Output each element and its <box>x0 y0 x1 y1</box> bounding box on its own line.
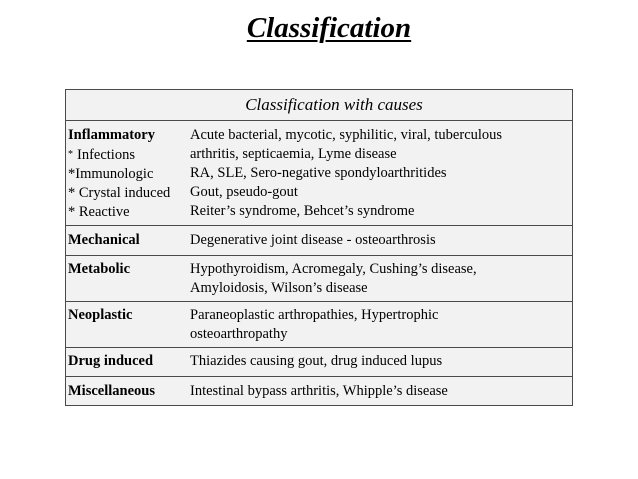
cause-line: Thiazides causing gout, drug induced lupus <box>190 353 443 369</box>
subcategory-reactive: * Reactive <box>68 204 130 220</box>
subcategory-immunologic: *Immunologic <box>68 166 154 182</box>
category-label: Drug induced <box>68 353 154 369</box>
cause-line: Reiter’s syndrome, Behcet’s syndrome <box>190 203 415 219</box>
category-cell <box>66 126 190 222</box>
cause-line: Intestinal bypass arthritis, Whipple’s disease <box>190 383 448 399</box>
category-cell <box>66 306 190 344</box>
category-cell <box>66 231 190 250</box>
cause-line: arthritis, septicaemia, Lyme disease <box>190 146 397 162</box>
cause-line: Paraneoplastic arthropathies, Hypertrophic <box>190 307 439 323</box>
causes-cell <box>190 126 572 222</box>
subcategory-crystal-induced: * Crystal induced <box>68 185 171 201</box>
causes-cell <box>190 306 572 344</box>
bullet-star: * <box>68 149 73 160</box>
classification-table <box>65 89 573 406</box>
category-label: Miscellaneous <box>68 383 155 399</box>
table-row-drug-induced <box>66 348 572 377</box>
causes-cell <box>190 382 572 401</box>
causes-cell <box>190 260 572 298</box>
slide-title: Classification <box>246 12 412 44</box>
category-label: Inflammatory <box>68 127 155 143</box>
cause-line: osteoarthropathy <box>190 326 288 342</box>
table-row-miscellaneous <box>66 377 572 405</box>
table-row-inflammatory <box>66 121 572 226</box>
cause-line: Gout, pseudo-gout <box>190 184 298 200</box>
causes-cell <box>190 352 572 371</box>
table-row-metabolic <box>66 256 572 302</box>
category-cell <box>66 260 190 298</box>
table-row-neoplastic <box>66 302 572 348</box>
category-cell <box>66 352 190 371</box>
subcategory-label: Infections <box>77 147 135 163</box>
cause-line: Degenerative joint disease - osteoarthrosis <box>190 232 436 248</box>
table-caption: Classification with causes <box>66 90 572 121</box>
subcategory-infections <box>68 145 190 165</box>
category-label: Metabolic <box>68 261 131 277</box>
causes-cell <box>190 231 572 250</box>
table-row-mechanical <box>66 226 572 256</box>
category-label: Mechanical <box>68 232 140 248</box>
cause-line: RA, SLE, Sero-negative spondyloarthritides <box>190 165 447 181</box>
category-cell <box>66 382 190 401</box>
cause-line: Hypothyroidism, Acromegaly, Cushing’s disease, <box>190 261 477 277</box>
cause-line: Amyloidosis, Wilson’s disease <box>190 280 368 296</box>
cause-line: Acute bacterial, mycotic, syphilitic, viral, tuberculous <box>190 127 503 143</box>
category-label: Neoplastic <box>68 307 133 323</box>
